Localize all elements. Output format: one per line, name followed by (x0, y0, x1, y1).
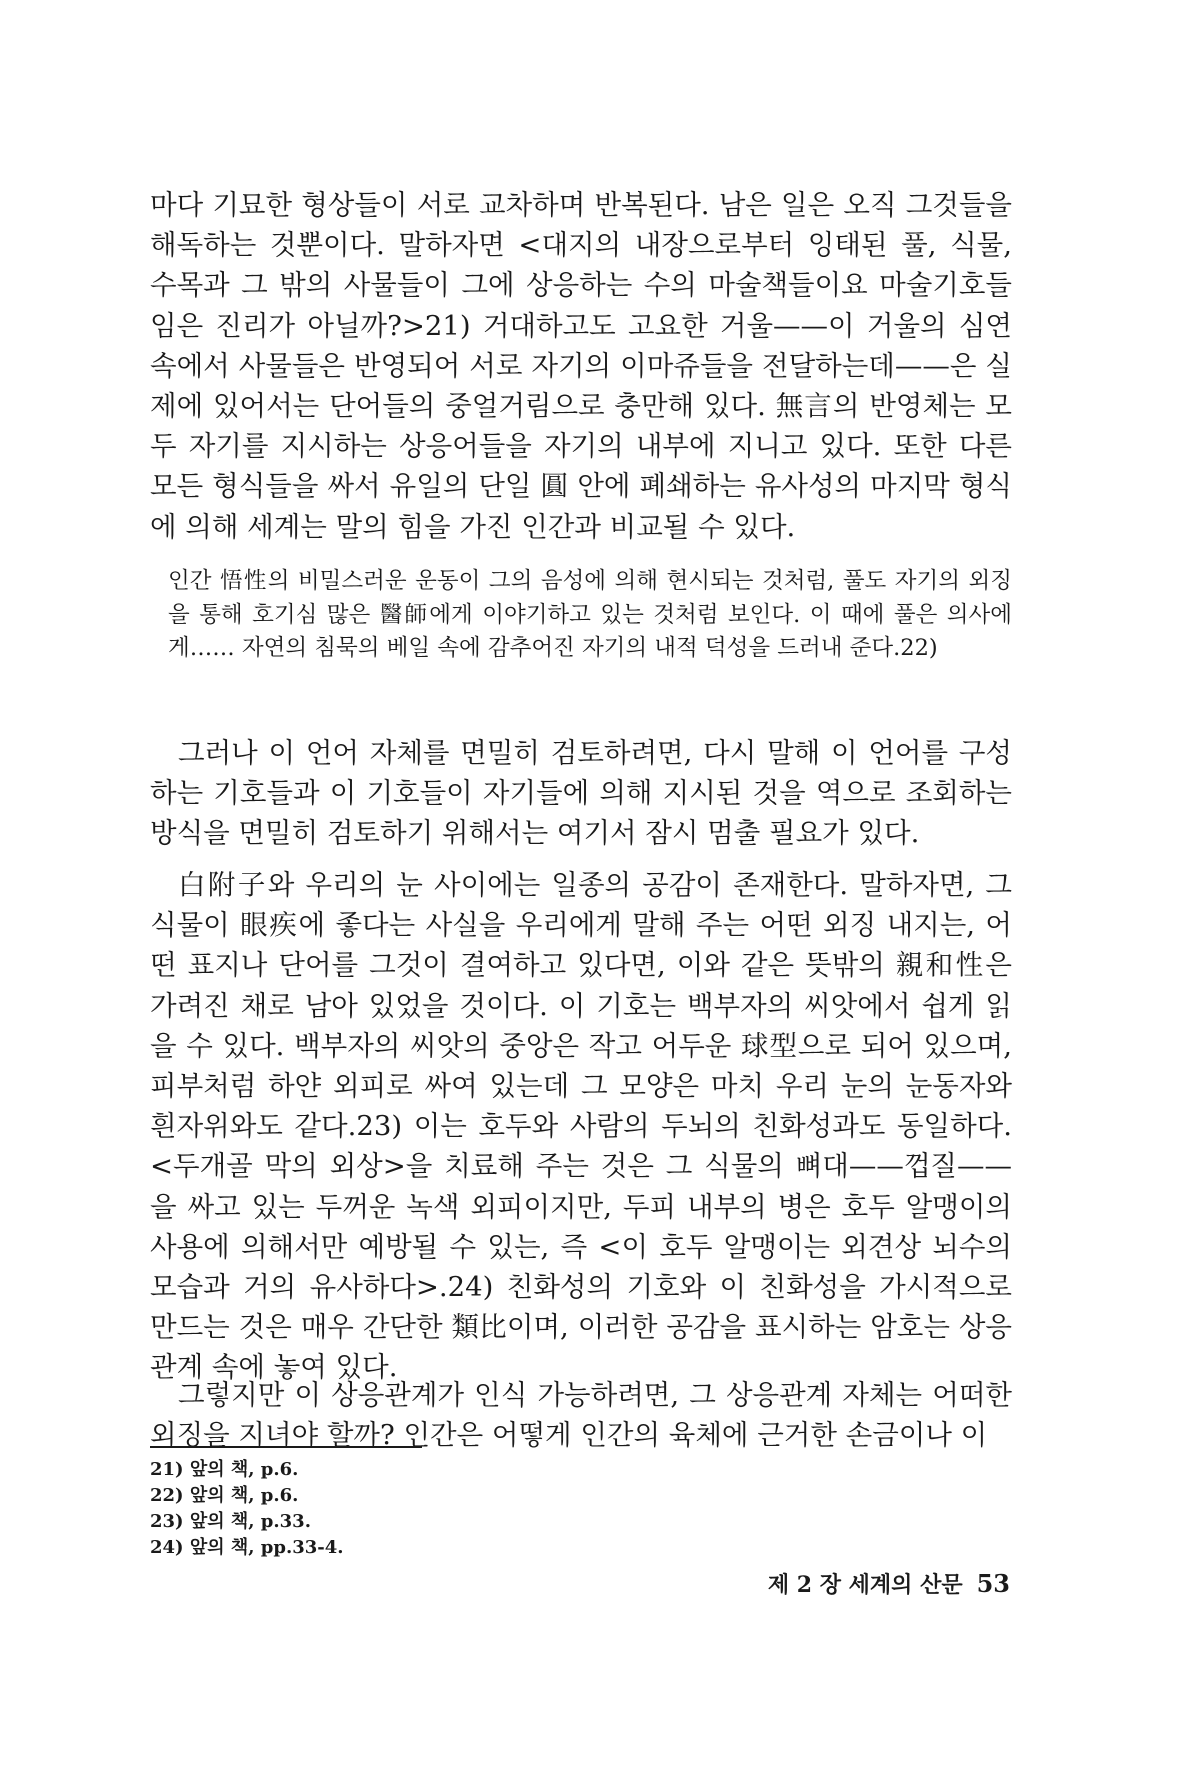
body-paragraph-2 (150, 733, 1012, 854)
footnote-24: 24) 앞의 책, pp.33-4. (150, 1537, 344, 1558)
body-paragraph-continued: 마다 기묘한 형상들이 서로 교차하며 반복된다. 남은 일은 오직 그것들을 해독하는 것뿐이다. 말하자면 <대지의 내장으로부터 잉태된 풀, 식물, 수목과 그 밖의 사물들이 그에 상응하는 수의 마술책들이요 마술기호들임은 진리가 아닐까?>21) 거대하고도 고요한 거울——이 거울의 심연 속에서 사물들은 반영되어 서로 자기의 이마쥬들을 전달하는데——은 실제에 있어서는 단어들의 중얼거림으로 충만해 있다. 無言의 반영체는 모두 자기를 지시하는 상응어들을 자기의 내부에 지니고 있다. 또한 다른 모든 형식들을 싸서 유일의 단일 圓 안에 폐쇄하는 유사성의 마지막 형식에 의해 세계는 말의 힘을 가진 인간과 비교될 수 있다. (150, 189, 1012, 543)
footnotes (150, 1457, 550, 1561)
paragraph-text: 그렇지만 이 상응관계가 인식 가능하려면, 그 상응관계 자체는 어떠한 외징을 지녀야 할까? 인간은 어떻게 인간의 육체에 근거한 손금이나 이 (150, 1379, 1012, 1452)
body-paragraph-3 (150, 865, 1012, 1388)
page-number: 53 (976, 1569, 1010, 1598)
footnote-22: 22) 앞의 책, p.6. (150, 1485, 299, 1506)
body-paragraph-4 (150, 1375, 1012, 1455)
page-footer (710, 1568, 1010, 1599)
footnote-21: 21) 앞의 책, p.6. (150, 1459, 299, 1480)
paragraph-text: 白附子와 우리의 눈 사이에는 일종의 공감이 존재한다. 말하자면, 그 식물이 眼疾에 좋다는 사실을 우리에게 말해 주는 어떤 외징 내지는, 어떤 표지나 단어를 그것이 결여하고 있다면, 이와 같은 뜻밖의 親和性은 가려진 채로 남아 있었을 것이다. 이 기호는 백부자의 씨앗에서 쉽게 읽을 수 있다. 백부자의 씨앗의 중앙은 작고 어두운 球型으로 되어 있으며, 피부처럼 하얀 외피로 싸여 있는데 그 모양은 마치 우리 눈의 눈동자와 흰자위와도 같다.23) 이는 호두와 사람의 두뇌의 친화성과도 동일하다. <두개골 막의 외상>을 치료해 주는 것은 그 식물의 뼈대——껍질——을 싸고 있는 두꺼운 녹색 외피이지만, 두피 내부의 병은 호두 알맹이의 사용에 의해서만 예방될 수 있는, 즉 <이 호두 알맹이는 외견상 뇌수의 모습과 거의 유사하다>.24) 친화성의 기호와 이 친화성을 가시적으로 만드는 것은 매우 간단한 類比이며, 이러한 공감을 표시하는 암호는 상응관계 속에 놓여 있다. (150, 869, 1012, 1384)
running-footer: 제 2 장 세계의 산문 (767, 1572, 963, 1598)
paragraph-text: 그러나 이 언어 자체를 면밀히 검토하려면, 다시 말해 이 언어를 구성하는 기호들과 이 기호들이 자기들에 의해 지시된 것을 역으로 조회하는 방식을 면밀히 검토하기 위해서는 여기서 잠시 멈출 필요가 있다. (150, 737, 1012, 850)
footnote-divider (150, 1446, 422, 1448)
block-quote: 인간 悟性의 비밀스러운 운동이 그의 음성에 의해 현시되는 것처럼, 풀도 자기의 외징을 통해 호기심 많은 醫師에게 이야기하고 있는 것처럼 보인다. 이 때에 풀은 의사에게…… 자연의 침묵의 베일 속에 감추어진 자기의 내적 덕성을 드러내 준다.22) (168, 568, 1012, 661)
footnote-23: 23) 앞의 책, p.33. (150, 1511, 311, 1532)
